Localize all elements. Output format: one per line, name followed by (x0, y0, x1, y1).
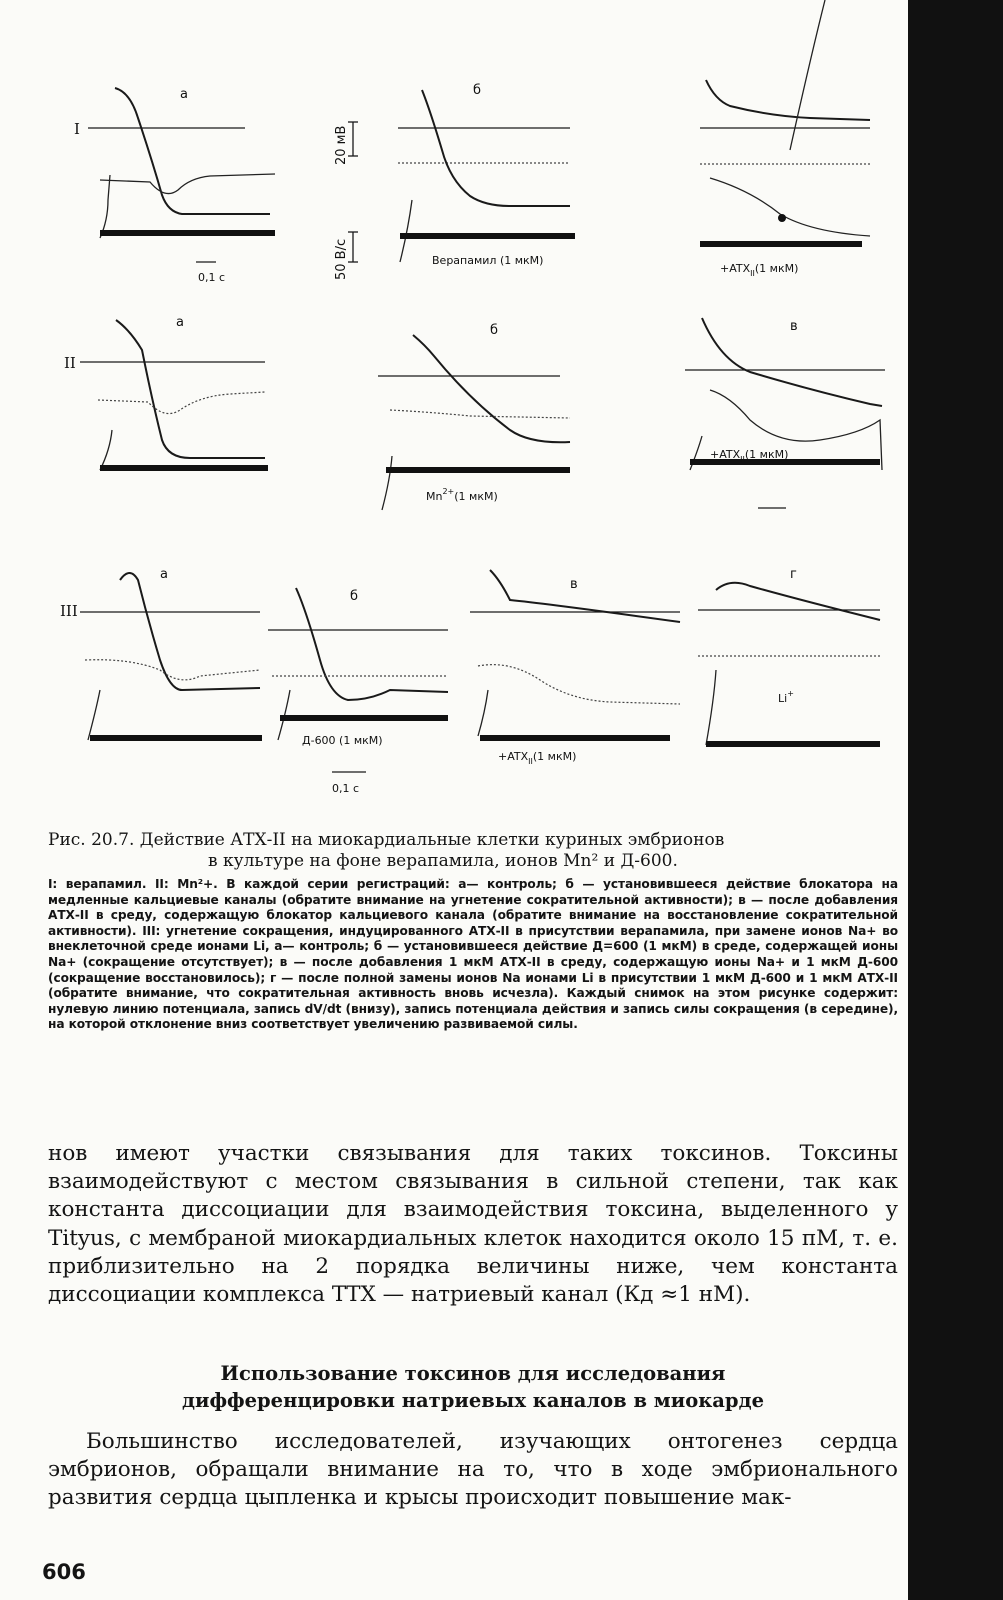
figure-traces (30, 0, 910, 815)
panel-III-c (470, 570, 680, 766)
figure-caption-body: I: верапамил. II: Mn²+. В каждой серии регистраций: а— контроль; б — установившееся действие блокатора на медленные кальциевые каналы (обратите внимание на угнетение сократительной активности); в — после добавления АТХ-II в среду, содержащую блокатор кальциевого канала (обратите внимание на восстановление сократительной активности). III: угнетение сокращения, индуцированного АТХ-II в присутствии верапамила, при замене ионов Na+ во внеклеточной среде ионами Li, а— контроль; б — установившееся действие Д=600 (1 мкМ) в среде, содержащей ионы Na+ (сокращение отсутствует); в — после добавления 1 мкМ АТХ-II в среду, содержащую ионы Na+ и 1 мкМ Д-600 (сокращение восстановилось); г — после полной замены ионов Na ионами Li в присутствии 1 мкМ Д-600 и 1 мкМ АТХ-II (обратите внимание, что сократительная активность вновь исчезла). Каждый снимок на этом рисунке содержит: нулевую линию потенциала, запись dV/dt (внизу), запись потенциала действия и запись силы сокращения (в середине), на которой отклонение вниз соответствует увеличению развиваемой силы. (48, 877, 898, 1032)
contraction-trace (85, 660, 260, 680)
dvdt-spike (706, 670, 716, 745)
contraction-trace (390, 410, 570, 418)
panel-III-d (698, 583, 880, 745)
dvdt-spike (400, 200, 412, 262)
page-binding-edge (908, 0, 1003, 1600)
panel-I-b (398, 90, 575, 267)
dvdt-scale-label: 50 В/с (334, 238, 349, 280)
action-potential-trace (716, 583, 880, 620)
panel-II-a (80, 320, 268, 470)
action-potential-trace (422, 90, 570, 206)
page-number: 606 (42, 1560, 86, 1584)
panel-letter-II-c: в (790, 319, 798, 334)
row-label-II: II (64, 354, 76, 372)
contraction-trace-2 (710, 178, 870, 236)
caption-title-line2: в культуре на фоне верапамила, ионов Mn² и Д-600. (208, 851, 678, 871)
panel-II-b (378, 335, 570, 510)
time-scale-label-2: 0,1 с (332, 782, 360, 795)
label-verapamil: Верапамил (1 мкМ) (432, 254, 544, 267)
panel-letter-III-b: б (350, 589, 359, 604)
action-potential-trace (120, 573, 260, 690)
dvdt-spike (478, 690, 488, 736)
panel-II-c (685, 318, 885, 508)
panel-letter-III-d: г (790, 567, 797, 582)
figure-20-7 (30, 0, 910, 815)
label-li: Li+ (778, 689, 794, 705)
row-label-III: III (60, 602, 78, 620)
body-paragraph-2: Большинство исследователей, изучающих онтогенез сердца эмбрионов, обращали внимание на то, что в ходе эмбрионального развития сердца цыпленка и крысы происходит повышение мак- (48, 1429, 898, 1511)
label-atx-3: $+ATX_{II}(1$ мкМ) (498, 750, 577, 766)
body-paragraph-1: нов имеют участки связывания для таких токсинов. Токсины взаимодействуют с местом связывания в сильной степени, так как константа диссоциации для взаимодействия токсина, выделенного у Tityus, с мембраной миокардиальных клеток находится около 15 пМ, т. е. приблизительно на 2 порядка величины ниже, чем константа диссоциации комплекса ТТХ — натриевый канал (Кд ≈1 нМ). (48, 1141, 898, 1308)
voltage-scale-label: 20 мВ (334, 125, 349, 165)
scale-bars (334, 122, 358, 280)
label-mn: $Mn^{2+}(1$ мкМ) (426, 487, 498, 503)
panel-I-c (700, 0, 870, 278)
contraction-trace (100, 174, 275, 194)
panel-letter-III-c: в (570, 577, 578, 592)
panel-letter-II-b: б (490, 323, 499, 338)
section-heading-line2: дифференцировки натриевых каналов в миокарде (182, 1389, 764, 1412)
contraction-trace (98, 392, 265, 414)
caption-title-line1: Рис. 20.7. Действие АТХ-II на миокардиальные клетки куриных эмбрионов (48, 830, 725, 850)
action-potential-trace (413, 335, 570, 442)
marker-dot (778, 214, 786, 222)
panel-letter-I-a: а (180, 87, 188, 102)
panel-letter-I-b: б (473, 83, 482, 98)
action-potential-trace (116, 320, 265, 458)
label-atx-1: $+ATX_{II}(1$ мкМ) (720, 262, 799, 278)
dvdt-spike (88, 690, 100, 740)
action-potential-trace (490, 570, 680, 622)
dvdt-spike (100, 175, 110, 238)
panel-III-a (80, 573, 262, 740)
figure-caption-title (48, 830, 898, 872)
contraction-trace (478, 665, 680, 704)
action-potential-trace (706, 80, 870, 120)
action-potential-trace (115, 88, 270, 214)
label-atx-2: $+ATX_{II}(1$ мкМ) (710, 448, 789, 464)
row-label-I: I (74, 120, 80, 138)
section-heading (48, 1360, 898, 1414)
panel-III-b (268, 588, 448, 795)
action-potential-trace (296, 588, 448, 700)
dvdt-spike (100, 430, 112, 470)
label-d600: Д-600 (1 мкМ) (302, 734, 383, 747)
dvdt-spike (382, 456, 392, 510)
panel-letter-III-a: а (160, 567, 168, 582)
time-scale-label: 0,1 с (198, 271, 226, 284)
panel-I-a (88, 88, 275, 284)
section-heading-line1: Использование токсинов для исследования (220, 1362, 726, 1385)
panel-letter-II-a: а (176, 315, 184, 330)
